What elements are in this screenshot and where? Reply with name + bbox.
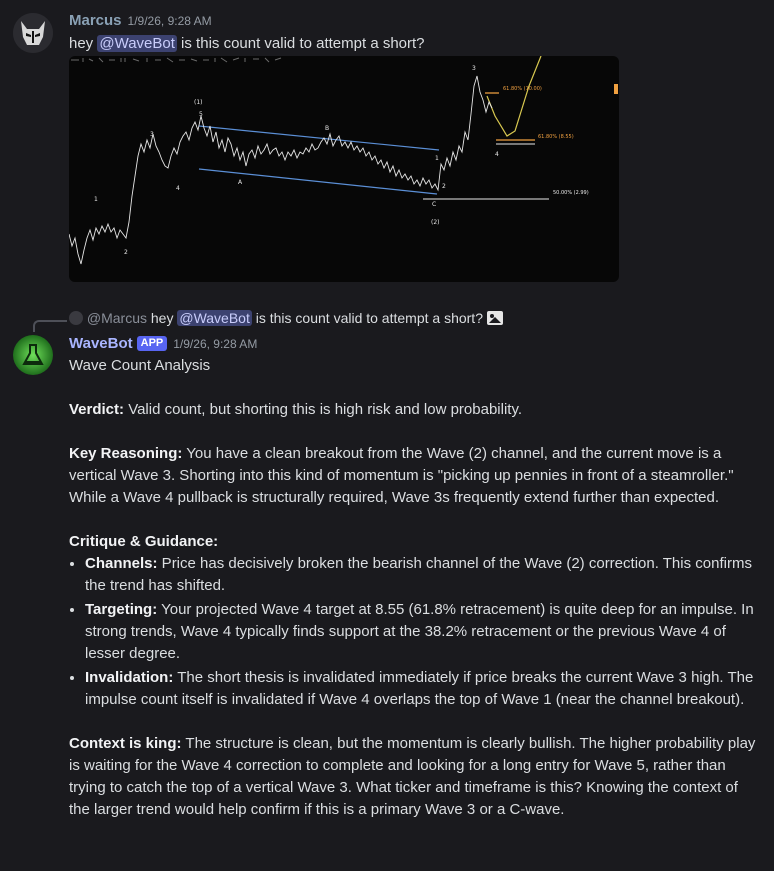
- chart-level-fib1: 61.80% (10.00): [503, 86, 542, 92]
- channel-lower: [199, 169, 437, 194]
- list-item: [85, 667, 761, 711]
- chart-label-n4: 4: [495, 151, 499, 158]
- bullet-label: Targeting:: [85, 601, 158, 618]
- chart-label-w5: 5: [199, 111, 203, 118]
- chart-label-wa: A: [238, 179, 243, 186]
- reply-avatar-icon: [69, 311, 83, 325]
- elliott-wave-chart: [69, 56, 619, 282]
- chart-label-n3: 3: [472, 65, 476, 72]
- verdict: [69, 399, 761, 421]
- chart-label-w2: 2: [124, 249, 128, 256]
- flask-icon: [13, 335, 53, 375]
- critique-heading: [69, 531, 761, 553]
- verdict-text: Valid count, but shorting this is high risk and low probability.: [124, 401, 523, 418]
- timestamp[interactable]: 1/9/26, 9:28 AM: [127, 14, 212, 28]
- context-paragraph: [69, 733, 761, 821]
- price-series: [69, 76, 492, 264]
- reply-connector: [33, 320, 67, 332]
- message-text-before: hey: [69, 35, 98, 52]
- bullet-text: The short thesis is invalidated immediately if price breaks the current Wave 3 high. The impulse count itself is invalidated if Wave 4 overlaps the top of Wave 1 (near the channel breakout).: [85, 669, 754, 708]
- mention-wavebot[interactable]: @WaveBot: [99, 35, 175, 52]
- price-marker: [614, 84, 618, 94]
- context-label: Context is king:: [69, 735, 182, 752]
- reply-author[interactable]: @Marcus: [86, 310, 147, 326]
- chart-toolbar: [71, 58, 281, 62]
- avatar[interactable]: [13, 13, 53, 53]
- message-text: [69, 35, 425, 52]
- analysis-title: Wave Count Analysis: [69, 357, 211, 374]
- projection-path: [487, 56, 541, 136]
- context-text: The structure is clean, but the momentum is clearly bullish. The higher probability play is waiting for the Wave 4 correction to complete and looking for a long entry for Wave 5, rather than trying to catch the top of a vertical Wave 3. What ticker and timeframe is this? Knowing the context of the larger trend would help confirm if this is a primary Wave 3 or a C-wave.: [69, 735, 756, 818]
- chart-image-attachment[interactable]: [69, 56, 619, 282]
- chart-label-wc: C: [432, 201, 437, 208]
- critique-heading-text: Critique & Guidance:: [69, 533, 219, 550]
- app-badge: APP: [137, 336, 168, 351]
- message-header: [69, 335, 257, 352]
- list-item: [85, 599, 761, 665]
- chart-label-n2: 2: [442, 183, 446, 190]
- reply-text-before: hey: [147, 310, 178, 326]
- avatar[interactable]: [13, 335, 53, 375]
- verdict-label: Verdict:: [69, 401, 125, 418]
- reply-mention[interactable]: @WaveBot: [179, 310, 250, 326]
- reply-preview[interactable]: [69, 310, 503, 326]
- bullet-text: Your projected Wave 4 target at 8.55 (61.8% retracement) is quite deep for an impulse. In strong trends, Wave 4 typically finds support at the 38.2% retracement or the previous Wave 4 of lesser degree.: [85, 601, 754, 662]
- bullet-label: Invalidation:: [85, 669, 174, 686]
- chart-level-fib2: 61.80% (8.55): [538, 134, 574, 140]
- critique-list: [69, 553, 761, 711]
- user-avatar-icon: [13, 13, 53, 53]
- chart-label-w4: 4: [176, 185, 180, 192]
- author-name[interactable]: Marcus: [69, 12, 122, 29]
- chart-label-w1-paren: (1): [194, 99, 203, 106]
- bullet-text: Price has decisively broken the bearish channel of the Wave (2) correction. This confirms the trend has shifted.: [85, 555, 752, 594]
- message-header: [69, 12, 212, 29]
- reply-text-after: is this count valid to attempt a short?: [251, 310, 483, 326]
- chart-label-w1: 1: [94, 196, 98, 203]
- list-item: [85, 553, 761, 597]
- reasoning-text: You have a clean breakout from the Wave (2) channel, and the current move is a vertical Wave 3. Shorting into this kind of momentum is "picking up pennies in front of a steamroller." While a Wave 4 pullback is structurally required, Wave 3s frequently extend further than expected.: [69, 445, 734, 506]
- message-body: [69, 355, 761, 821]
- author-name[interactable]: WaveBot: [69, 335, 133, 352]
- message-text-after: is this count valid to attempt a short?: [176, 35, 425, 52]
- reasoning-label: Key Reasoning:: [69, 445, 183, 462]
- chart-label-w3: 3: [150, 131, 154, 138]
- image-icon: [487, 311, 503, 325]
- bullet-label: Channels:: [85, 555, 158, 572]
- key-reasoning: [69, 443, 761, 509]
- chart-label-wb: B: [325, 125, 330, 132]
- chart-label-w2-paren: (2): [431, 219, 440, 226]
- timestamp[interactable]: 1/9/26, 9:28 AM: [173, 337, 258, 351]
- chart-label-n1: 1: [435, 155, 439, 162]
- chart-level-fib3: 50.00% (2.99): [553, 190, 589, 196]
